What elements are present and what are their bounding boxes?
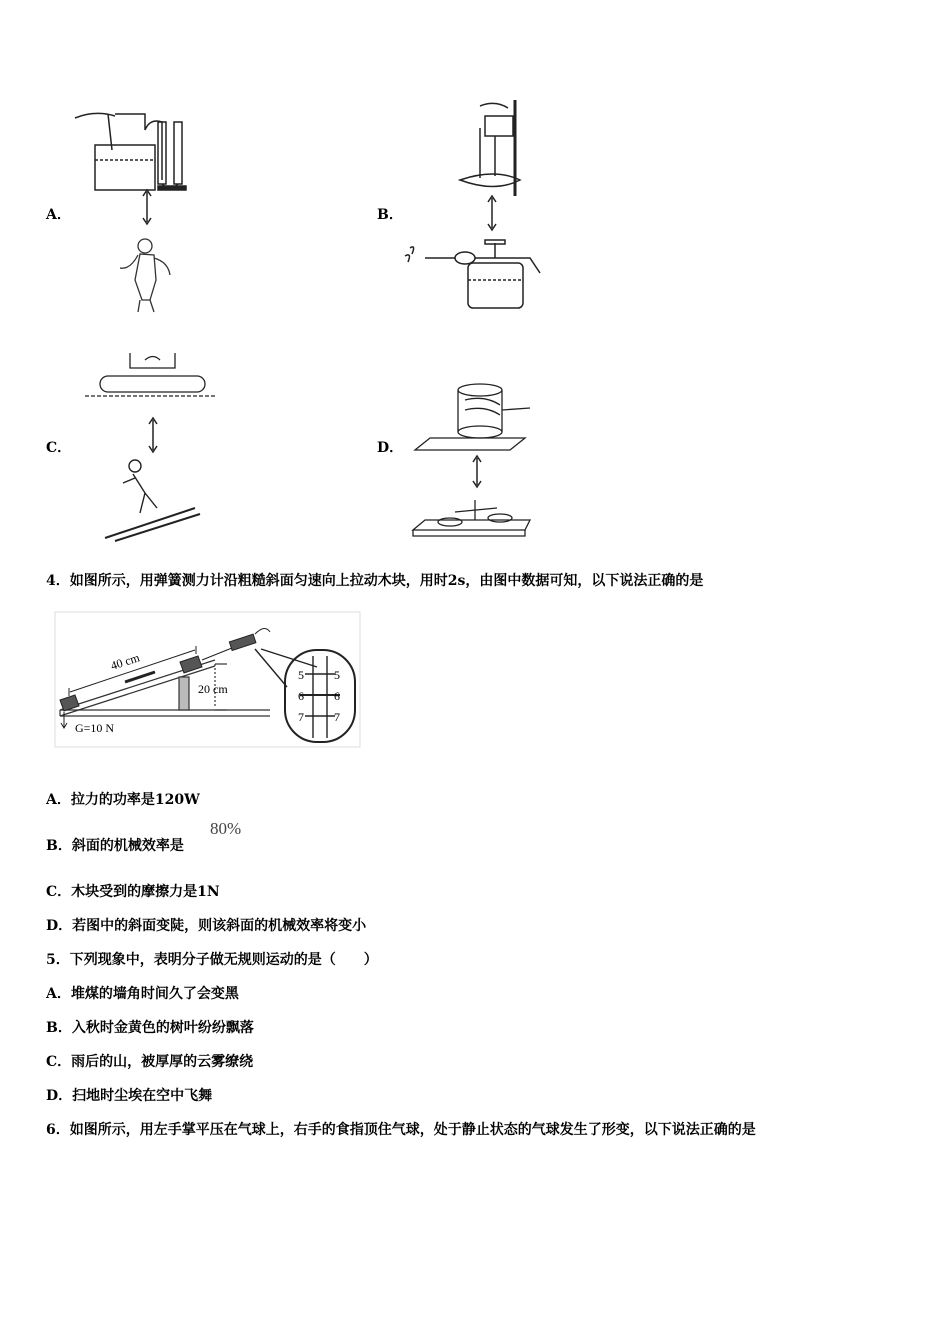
question-5-stem: 5．下列现象中，表明分子做无规则运动的是（ ） xyxy=(46,952,378,968)
incline-length-label: 40 cm xyxy=(108,650,142,673)
q4-option-c: C．木块受到的摩擦力是1N xyxy=(46,884,220,900)
incline-height-label: 20 cm xyxy=(198,682,228,696)
scale-tick-5: 5 xyxy=(298,668,304,682)
q5-option-b: B．入秋时金黄色的树叶纷纷飘落 xyxy=(46,1020,254,1036)
q5-option-d: D．扫地时尘埃在空中飞舞 xyxy=(46,1088,213,1104)
incline-figure xyxy=(55,612,360,747)
option-a-label: A． xyxy=(46,207,71,223)
q4-option-b: B．斜面的机械效率是 xyxy=(46,838,184,854)
q4-option-d: D．若图中的斜面变陡，则该斜面的机械效率将变小 xyxy=(46,918,367,934)
scale-tick-7-right: 7 xyxy=(334,710,340,724)
question-4-stem: 4．如图所示，用弹簧测力计沿粗糙斜面匀速向上拉动木块，用时2s，由图中数据可知，以下说法正确的是 xyxy=(46,573,704,589)
q5-option-c: C．雨后的山，被厚厚的云雾缭绕 xyxy=(46,1054,254,1070)
scale-tick-7: 7 xyxy=(298,710,304,724)
q4-option-b-value: 80% xyxy=(210,819,242,838)
scale-tick-6: 6 xyxy=(298,689,304,703)
q5-option-a: A．堆煤的墙角时间久了会变黑 xyxy=(46,986,239,1002)
option-d-label: D． xyxy=(377,440,404,456)
option-a-figure xyxy=(70,100,220,320)
q4-option-a: A．拉力的功率是120W xyxy=(46,792,200,808)
option-c-figure xyxy=(85,348,225,543)
scale-tick-6-right: 6 xyxy=(334,689,340,703)
weight-label: G=10 N xyxy=(75,721,115,735)
option-c-label: C． xyxy=(46,440,72,456)
option-b-figure xyxy=(400,98,560,318)
scale-tick-5-right: 5 xyxy=(334,668,340,682)
question-6-stem: 6．如图所示，用左手掌平压在气球上，右手的食指顶住气球，处于静止状态的气球发生了形变，以下说法正确的是 xyxy=(46,1122,756,1138)
option-d-figure xyxy=(405,380,540,545)
option-b-label: B． xyxy=(377,207,403,223)
